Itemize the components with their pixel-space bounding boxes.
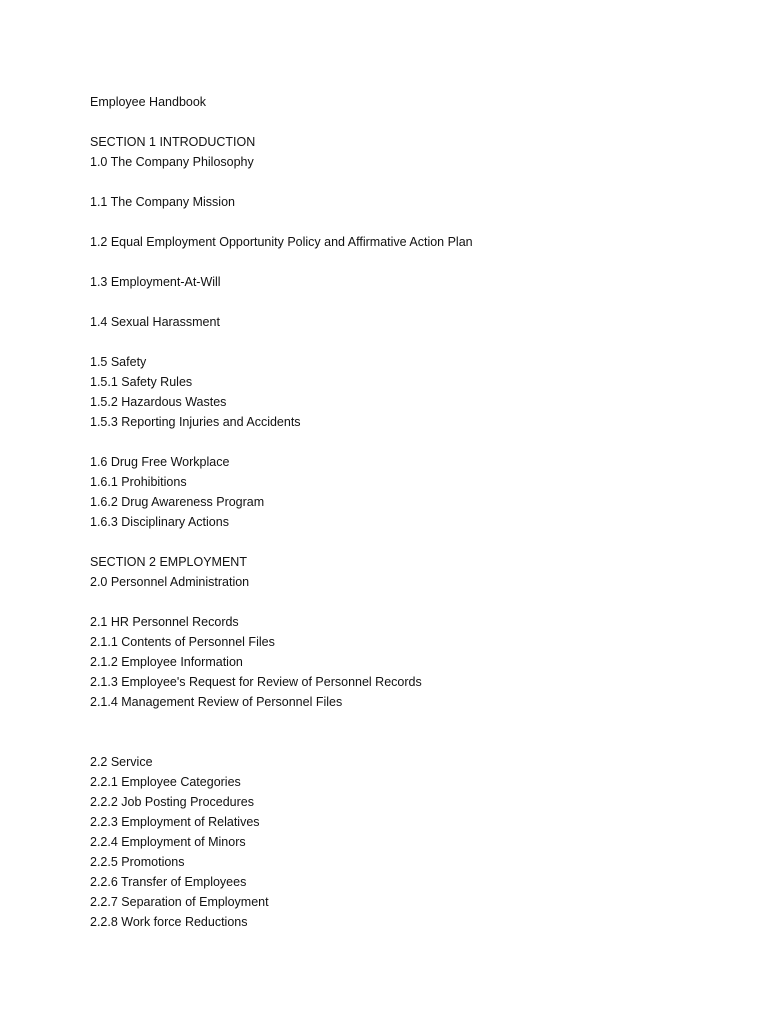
toc-entry: 1.0 The Company Philosophy bbox=[90, 155, 254, 169]
toc-entry: 1.2 Equal Employment Opportunity Policy and Affirmative Action Plan bbox=[90, 235, 473, 249]
toc-entry: 1.6.1 Prohibitions bbox=[90, 475, 187, 489]
toc-entry: 2.2.7 Separation of Employment bbox=[90, 895, 269, 909]
toc-entry: 2.1.3 Employee's Request for Review of Personnel Records bbox=[90, 675, 422, 689]
toc-entry: 2.1 HR Personnel Records bbox=[90, 615, 239, 629]
toc-entry: 1.5.1 Safety Rules bbox=[90, 375, 193, 389]
toc-entry: 1.5 Safety bbox=[90, 355, 147, 369]
toc-entry: 2.1.4 Management Review of Personnel Files bbox=[90, 695, 343, 709]
table-of-contents bbox=[90, 92, 730, 932]
section-1-heading: SECTION 1 INTRODUCTION bbox=[90, 135, 256, 149]
toc-entry: 2.2.6 Transfer of Employees bbox=[90, 875, 247, 889]
toc-entry: 2.1.2 Employee Information bbox=[90, 655, 243, 669]
toc-entry: 1.4 Sexual Harassment bbox=[90, 315, 220, 329]
toc-entry: 2.2.5 Promotions bbox=[90, 855, 185, 869]
toc-entry: 2.2 Service bbox=[90, 755, 153, 769]
toc-entry: 1.5.2 Hazardous Wastes bbox=[90, 395, 227, 409]
toc-entry: 2.0 Personnel Administration bbox=[90, 575, 250, 589]
toc-entry: 1.6.3 Disciplinary Actions bbox=[90, 515, 229, 529]
toc-entry: 1.1 The Company Mission bbox=[90, 195, 235, 209]
toc-entry: 1.3 Employment-At-Will bbox=[90, 275, 221, 289]
toc-entry: 1.5.3 Reporting Injuries and Accidents bbox=[90, 415, 301, 429]
toc-entry: 1.6.2 Drug Awareness Program bbox=[90, 495, 265, 509]
toc-entry: 2.2.1 Employee Categories bbox=[90, 775, 241, 789]
toc-entry: 2.2.2 Job Posting Procedures bbox=[90, 795, 254, 809]
toc-entry: 2.1.1 Contents of Personnel Files bbox=[90, 635, 275, 649]
toc-entry: 2.2.3 Employment of Relatives bbox=[90, 815, 260, 829]
toc-entry: 2.2.4 Employment of Minors bbox=[90, 835, 246, 849]
toc-entry: 2.2.8 Work force Reductions bbox=[90, 915, 248, 929]
section-2-heading: SECTION 2 EMPLOYMENT bbox=[90, 555, 247, 569]
document-title: Employee Handbook bbox=[90, 95, 207, 109]
toc-entry: 1.6 Drug Free Workplace bbox=[90, 455, 230, 469]
